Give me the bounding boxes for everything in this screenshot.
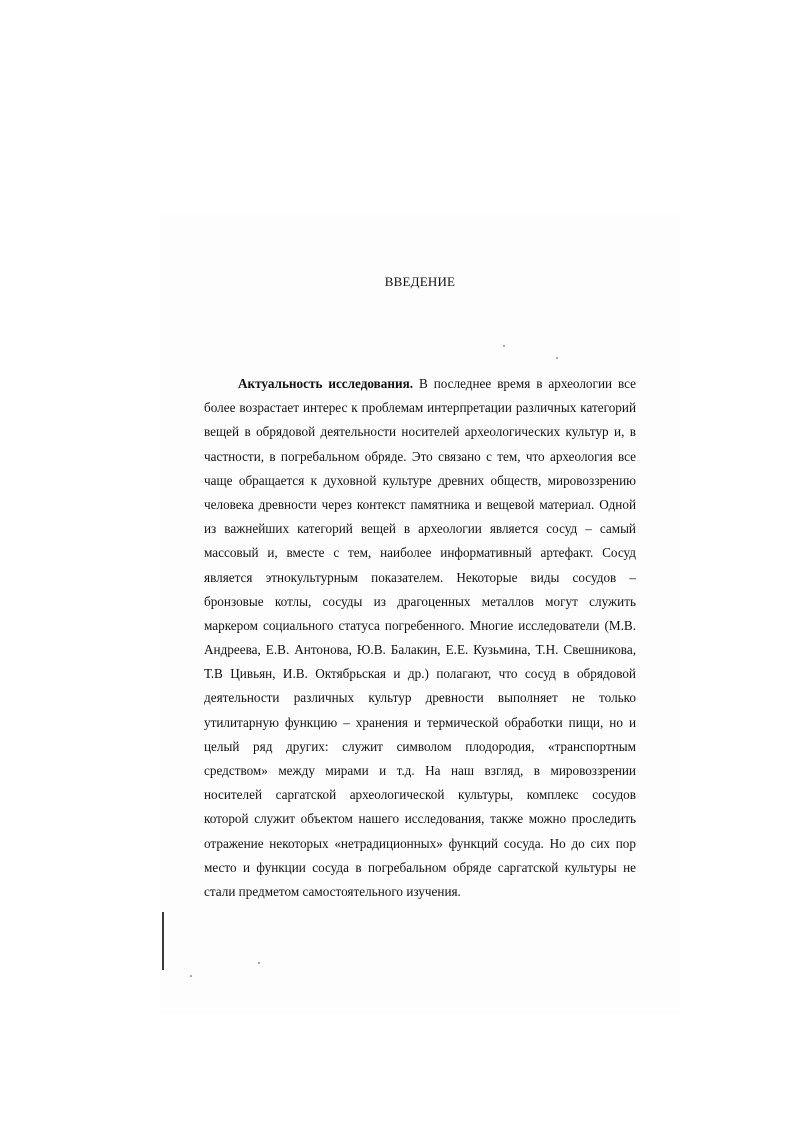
scan-speck <box>503 345 505 347</box>
text-line: деятельности различных культур древности выполняет не только <box>204 690 636 706</box>
text-line: которой служит объектом нашего исследования, также можно проследить <box>204 811 636 827</box>
text-line-content: В последнее время в археологии все <box>413 376 637 391</box>
text-line: является этнокультурным показателем. Некоторые виды сосудов – <box>204 569 636 585</box>
text-line: средством» между мирами и т.д. На наш взгляд, в мировоззрении <box>204 763 636 778</box>
text-line <box>204 372 636 396</box>
page-heading: ВВЕДЕНИЕ <box>384 274 456 289</box>
text-line: место и функции сосуда в погребальном обряде саргатской культуры не <box>204 859 636 875</box>
text-line: более возрастает интерес к проблемам интерпретации различных категорий <box>204 400 636 416</box>
text-line: бронзовые котлы, сосуды из драгоценных металлов могут служить <box>204 593 636 609</box>
text-line: стали предметом самостоятельного изучения. <box>204 883 461 899</box>
text-line: частности, в погребальном обряде. Это связано с тем, что археология все <box>204 448 636 464</box>
scan-speck <box>258 962 260 964</box>
text-line: человека древности через контекст памятника и вещевой материал. Одной <box>204 496 636 512</box>
text-line: целый ряд других: служит символом плодородия, «транспортным <box>204 738 636 754</box>
text-line: чаще обращается к духовной культуре древних обществ, мировоззрению <box>204 472 636 488</box>
body-paragraph <box>204 372 636 904</box>
text-line: вещей в обрядовой деятельности носителей археологических культур и, в <box>204 424 636 440</box>
text-line: Т.В Цивьян, И.В. Октябрьская и др.) полагают, что сосуд в обрядовой <box>204 666 636 682</box>
scan-speck <box>556 357 558 359</box>
text-line: утилитарную функцию – хранения и термической обработки пищи, но и <box>204 714 636 730</box>
margin-scan-mark <box>162 912 164 970</box>
lead-phrase: Актуальность исследования. <box>238 376 414 391</box>
text-line: массовый и, вместе с тем, наиболее информативный артефакт. Сосуд <box>204 545 636 561</box>
text-line: Андреева, Е.В. Антонова, Ю.В. Балакин, Е.Е. Кузьмина, Т.Н. Свешникова, <box>204 642 636 658</box>
text-line: отражение некоторых «нетрадиционных» функций сосуда. Но до сих пор <box>204 835 636 851</box>
text-line: маркером социального статуса погребенного. Многие исследователи (М.В. <box>204 617 636 633</box>
scan-speck <box>190 975 192 977</box>
text-line: из важнейших категорий вещей в археологии является сосуд – самый <box>204 521 636 537</box>
text-line: носителей саргатской археологической культуры, комплекс сосудов <box>204 787 636 803</box>
